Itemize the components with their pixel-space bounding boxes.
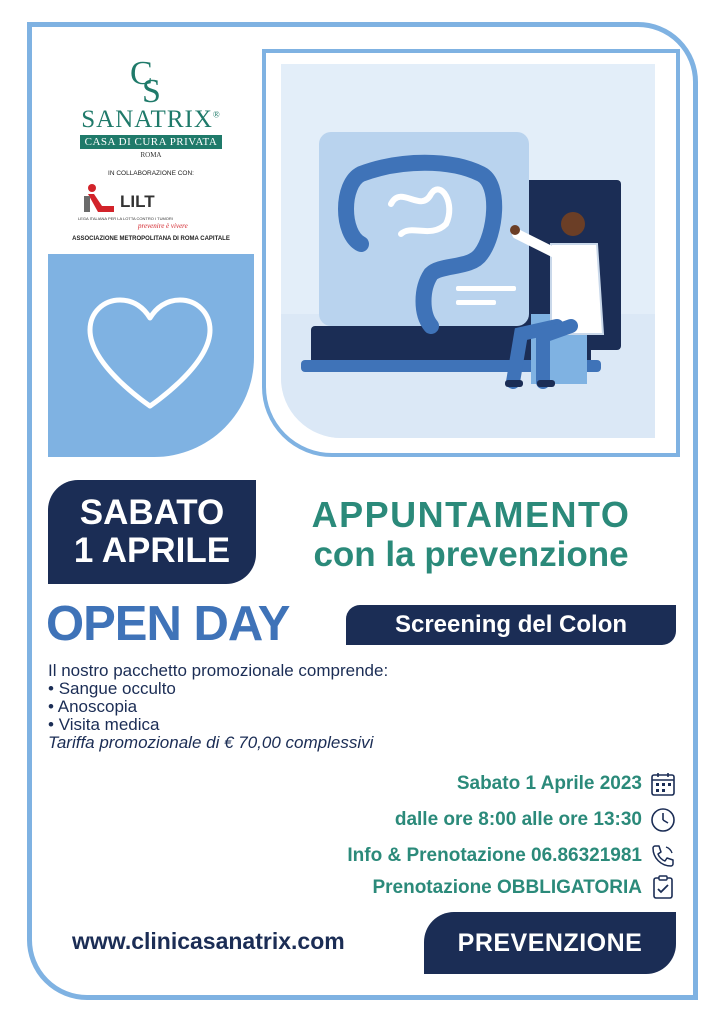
package-item: • Visita medica bbox=[48, 716, 388, 734]
package-price: Tariffa promozionale di € 70,00 complessivi bbox=[48, 733, 374, 752]
brand-subtitle: CASA DI CURA PRIVATA bbox=[80, 135, 222, 149]
event-day-line1: SABATO bbox=[79, 493, 225, 532]
screening-badge: Screening del Colon bbox=[346, 605, 676, 645]
sanatrix-monogram-icon bbox=[128, 52, 176, 108]
lilt-association: ASSOCIAZIONE METROPOLITANA DI ROMA CAPITALE bbox=[72, 236, 230, 242]
website-link[interactable]: www.clinicasanatrix.com bbox=[72, 928, 345, 954]
phone-icon bbox=[650, 843, 676, 869]
event-date-badge bbox=[48, 480, 256, 584]
booking-info-text: Info & Prenotazione 06.86321981 bbox=[347, 845, 642, 866]
checklist-icon bbox=[650, 874, 676, 900]
lilt-logo bbox=[78, 180, 228, 230]
doctor-illustration bbox=[281, 64, 655, 438]
event-day-line2: 1 APRILE bbox=[73, 531, 231, 570]
heart-panel bbox=[48, 254, 254, 457]
lilt-name: LILT bbox=[120, 192, 155, 211]
svg-text:S: S bbox=[142, 73, 161, 108]
heart-icon bbox=[84, 296, 216, 414]
headline-line1: APPUNTAMENTO bbox=[311, 494, 631, 535]
mandatory-booking-text: Prenotazione OBBLIGATORIA bbox=[372, 877, 642, 898]
calendar-icon bbox=[650, 771, 676, 797]
lilt-figure-icon bbox=[80, 182, 120, 218]
lilt-slogan: prevenire è vivere bbox=[138, 222, 188, 230]
event-hours-text: dalle ore 8:00 alle ore 13:30 bbox=[394, 809, 642, 830]
event-date-text: Sabato 1 Aprile 2023 bbox=[456, 773, 642, 794]
clock-icon bbox=[650, 807, 676, 833]
svg-text:C: C bbox=[130, 55, 153, 92]
package-description bbox=[48, 662, 388, 752]
package-item: • Anoscopia bbox=[48, 698, 388, 716]
colon-illustration-icon bbox=[281, 64, 655, 438]
open-day-title: OPEN DAY bbox=[46, 597, 290, 651]
package-item: • Sangue occulto bbox=[48, 680, 388, 698]
collaboration-label: IN COLLABORAZIONE CON: bbox=[108, 170, 194, 177]
lilt-full-name: LEGA ITALIANA PER LA LOTTA CONTRO I TUMORI bbox=[78, 216, 173, 221]
brand-name: SANATRIX® bbox=[81, 106, 221, 133]
headline-line2: con la prevenzione bbox=[313, 535, 629, 574]
logo-block bbox=[48, 52, 254, 248]
brand-city: ROMA bbox=[140, 151, 162, 159]
prevention-badge: PREVENZIONE bbox=[424, 912, 676, 974]
package-items bbox=[48, 680, 388, 734]
package-intro: Il nostro pacchetto promozionale comprende: bbox=[48, 661, 389, 680]
